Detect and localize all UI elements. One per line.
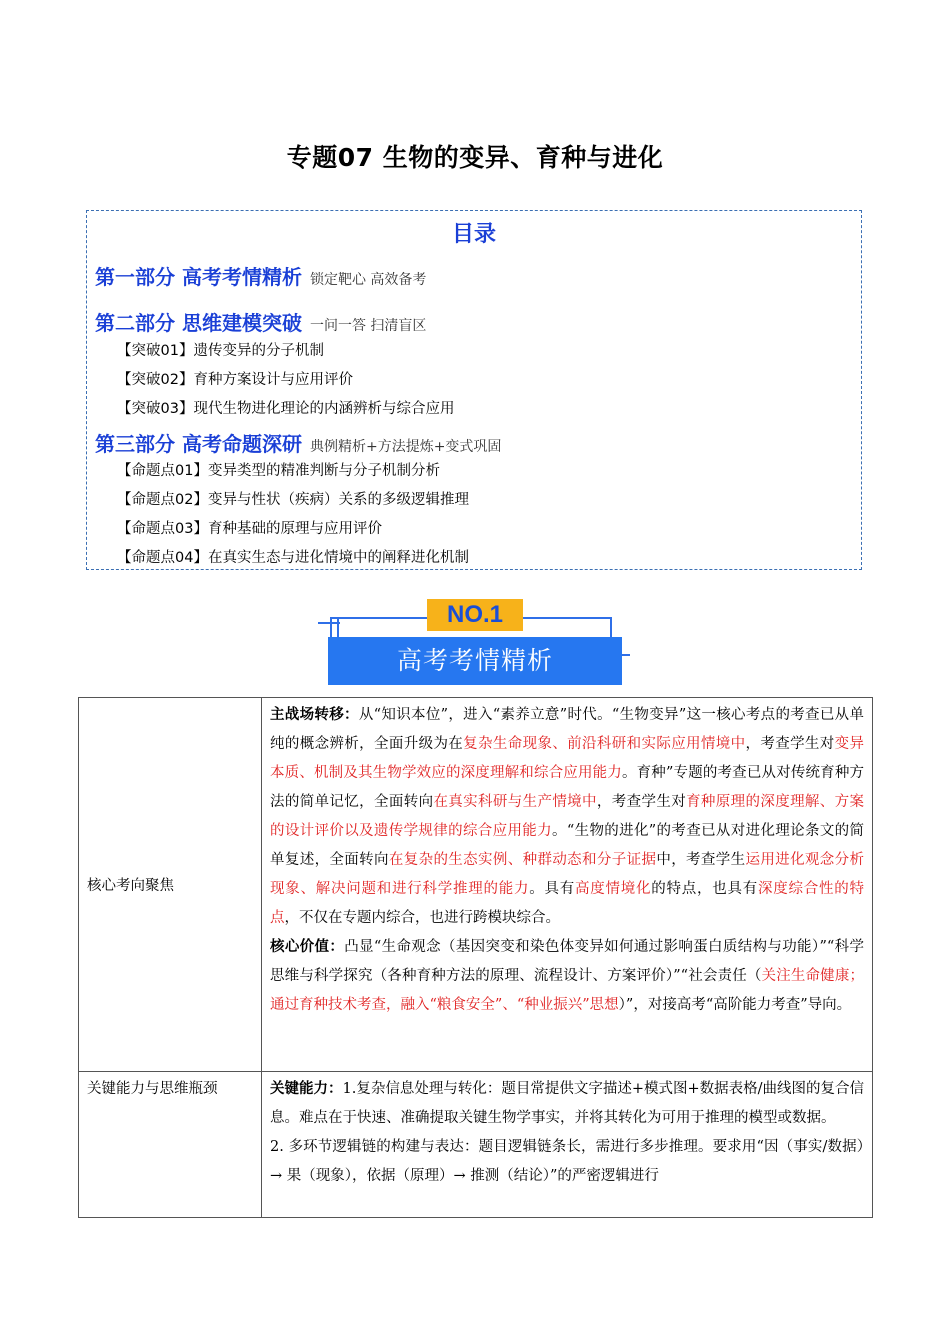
section-title: 高考考情精析: [328, 637, 622, 685]
lead-label: 核心价值：: [270, 939, 345, 955]
body-text: 中，考查学生: [656, 852, 746, 868]
row-label: 关键能力与思维瓶颈: [79, 1072, 262, 1218]
toc-part-3[interactable]: [95, 428, 501, 457]
toc-item-tag: 【命题点04】: [117, 550, 208, 566]
toc-part-label: 第一部分 高考考情精析: [95, 265, 302, 289]
toc-part-1[interactable]: [95, 261, 426, 290]
row-label: 核心考向聚焦: [79, 698, 262, 1072]
highlighted-text: 在真实科研与生产情境中: [433, 794, 597, 810]
row-content: [262, 698, 873, 1072]
body-text: 。具有: [529, 881, 575, 897]
body-text: 。育种”专题的考查已从对传统育种方法的简单记忆，全面转向: [270, 765, 864, 810]
table-of-contents: [86, 210, 862, 570]
toc-item-text: 在真实生态与进化情境中的阐释进化机制: [207, 550, 469, 566]
toc-part-subtitle: 典例精析+方法提炼+变式巩固: [309, 439, 502, 455]
toc-part-subtitle: 一问一答 扫清盲区: [309, 318, 427, 334]
toc-item-point-03[interactable]: [117, 517, 382, 538]
highlighted-text: 育种原理的深度理解、方案的设计评价以及遗传学规律的综合应用能力: [270, 794, 865, 839]
body-text: ，不仅在专题内综合，也进行跨模块综合。: [284, 910, 560, 926]
body-text: 凸显“生命观念（基因突变和染色体变异如何通过影响蛋白质结构与功能）”“科学思维与科学探究（各种育种方法的原理、流程设计、方案评价）”“社会责任（: [270, 939, 864, 984]
lead-label: 主战场转移：: [270, 707, 359, 723]
highlighted-text: 关注生命健康；通过育种技术考查，融入“粮食安全”、“种业振兴”思想: [270, 968, 864, 1013]
lead-label: 关键能力：: [270, 1081, 343, 1097]
table-row: [79, 1072, 873, 1218]
body-text: 从“知识本位”，进入“素养立意”时代。“生物变异”这一核心考点的考查已从单纯的概念辨析，全面升级为在: [270, 707, 864, 752]
toc-part-label: 第二部分 思维建模突破: [95, 311, 302, 335]
toc-item-tag: 【命题点03】: [117, 521, 208, 537]
toc-heading: 目录: [451, 222, 496, 247]
row-content: [262, 1072, 873, 1218]
section-number-badge: NO.1: [427, 599, 523, 631]
toc-item-text: 育种方案设计与应用评价: [193, 372, 353, 388]
body-text: ，考查学生对: [745, 736, 835, 752]
toc-item-breakthrough-01[interactable]: [117, 339, 324, 360]
toc-item-text: 现代生物进化理论的内涵辨析与综合应用: [193, 401, 455, 417]
toc-item-breakthrough-03[interactable]: [117, 397, 454, 418]
highlighted-text: 在复杂的生态实例、种群动态和分子证据: [388, 852, 657, 868]
body-text: ）”，对接高考“高阶能力考查”导向。: [618, 997, 852, 1013]
toc-item-point-01[interactable]: [117, 459, 440, 480]
body-text: 的特点，也具有: [651, 881, 758, 897]
highlighted-text: 变异本质、机制及其生物学效应的深度理解和综合应用能力: [270, 736, 865, 781]
body-text: 1.复杂信息处理与转化：题目常提供文字描述+模式图+数据表格/曲线图的复合信息。难点在于快速、准确提取关键生物学事实，并将其转化为可用于推理的模型或数据。: [270, 1081, 865, 1126]
document-title: 专题07 生物的变异、育种与进化: [286, 143, 664, 172]
toc-item-tag: 【突破01】: [117, 343, 194, 359]
toc-item-text: 变异类型的精准判断与分子机制分析: [207, 463, 440, 479]
body-text: 2. 多环节逻辑链的构建与表达：题目逻辑链条长，需进行多步推理。要求用“因（事实/数据）→ 果（现象），依据（原理）→ 推测（结论）”的严密逻辑进行: [270, 1139, 864, 1184]
toc-item-breakthrough-02[interactable]: [117, 368, 353, 389]
body-text: ，考查学生对: [596, 794, 687, 810]
toc-item-text: 变异与性状（疾病）关系的多级逻辑推理: [207, 492, 469, 508]
toc-part-2[interactable]: [95, 307, 426, 336]
highlighted-text: 深度综合性的特点: [270, 881, 864, 926]
toc-part-subtitle: 锁定靶心 高效备考: [309, 272, 427, 288]
section-banner: [318, 595, 632, 691]
toc-item-text: 育种基础的原理与应用评价: [207, 521, 382, 537]
highlighted-text: 复杂生命现象、前沿科研和实际应用情境中: [463, 736, 746, 752]
highlighted-text: 高度情境化: [575, 881, 652, 897]
toc-item-tag: 【突破03】: [117, 401, 194, 417]
toc-part-label: 第三部分 高考命题深研: [95, 432, 302, 456]
table-row: [79, 698, 873, 1072]
toc-item-point-04[interactable]: [117, 546, 469, 567]
toc-item-tag: 【突破02】: [117, 372, 194, 388]
toc-item-point-02[interactable]: [117, 488, 469, 509]
body-text: 。“生物的进化”的考查已从对进化理论条文的简单复述，全面转向: [270, 823, 865, 868]
toc-item-text: 遗传变异的分子机制: [193, 343, 324, 359]
exam-analysis-table: [78, 697, 873, 1218]
toc-item-tag: 【命题点02】: [117, 492, 208, 508]
highlighted-text: 运用进化观念分析现象、解决问题和进行科学推理的能力: [270, 852, 865, 897]
banner-decoration: [337, 617, 339, 637]
toc-item-tag: 【命题点01】: [117, 463, 208, 479]
